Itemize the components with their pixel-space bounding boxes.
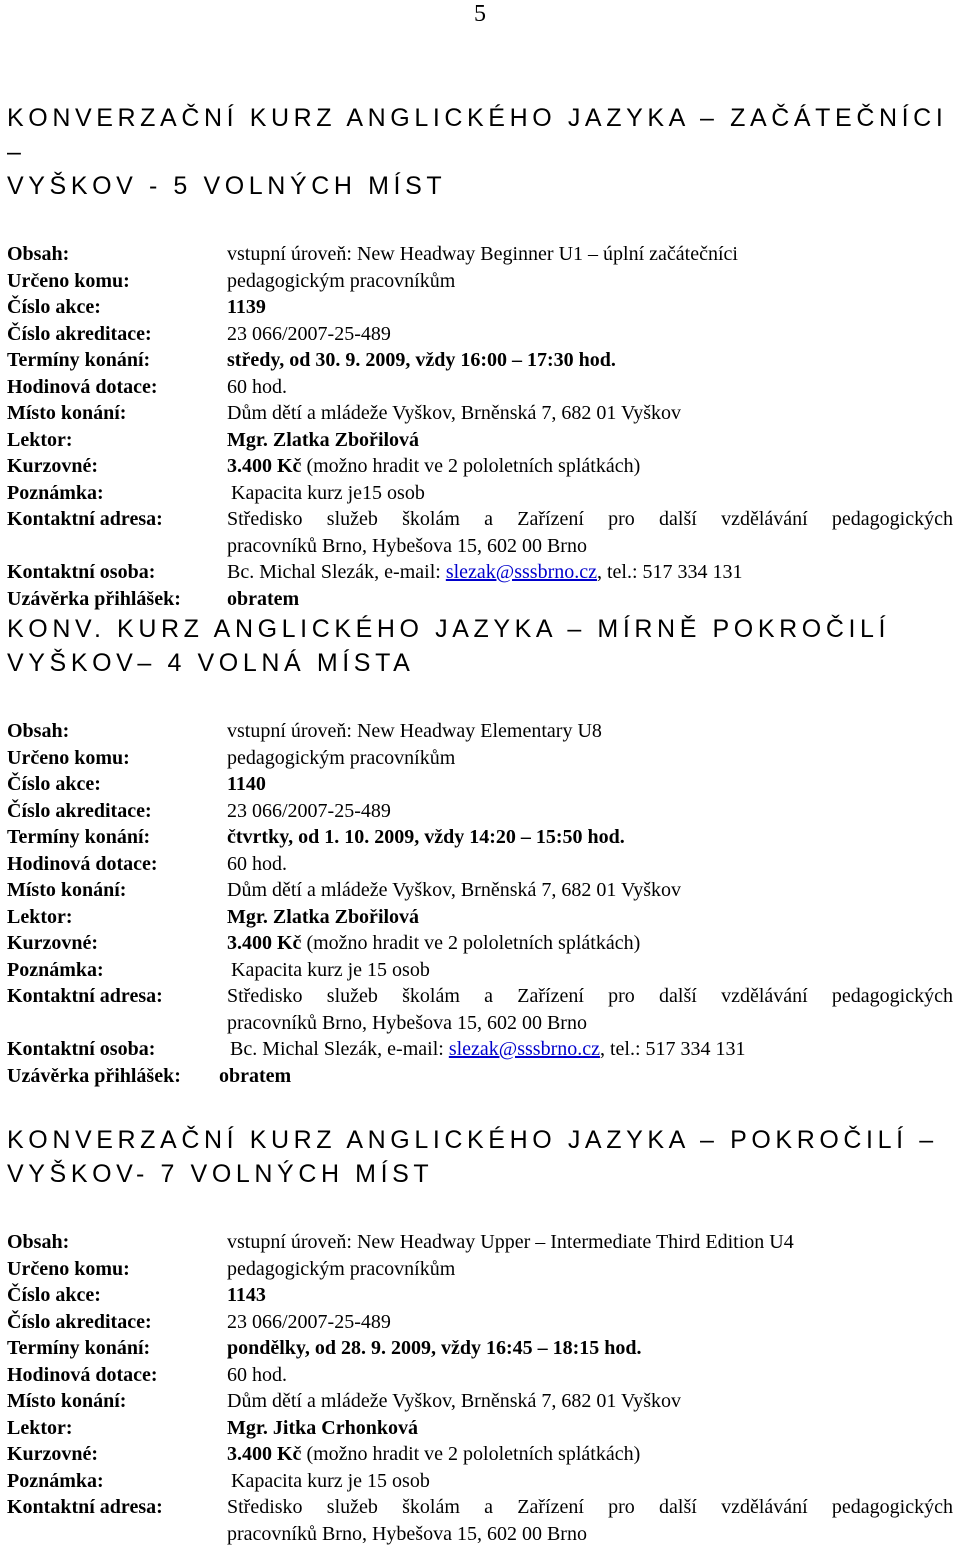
row-cislo-akce bbox=[0, 771, 960, 798]
email-link[interactable]: slezak@sssbrno.cz bbox=[446, 561, 597, 583]
adresa-line1: Středisko služeb školám a Zařízení pro další vzdělávání pedagogických bbox=[227, 983, 953, 1010]
misto-value: Dům dětí a mládeže Vyškov, Brněnská 7, 682 01 Vyškov bbox=[227, 1388, 681, 1415]
osoba-name: Bc. Michal Slezák, e-mail: bbox=[227, 561, 446, 583]
dotace-value: 60 hod. bbox=[227, 374, 287, 401]
adresa-value bbox=[227, 506, 953, 559]
row-lektor bbox=[0, 904, 960, 931]
row-misto bbox=[0, 400, 960, 427]
email-link[interactable]: slezak@sssbrno.cz bbox=[449, 1038, 600, 1060]
row-adresa bbox=[0, 983, 960, 1036]
row-osoba bbox=[0, 559, 960, 586]
urceno-label: Určeno komu: bbox=[7, 1256, 130, 1283]
lektor-label: Lektor: bbox=[7, 427, 73, 454]
row-kurzovne bbox=[0, 930, 960, 957]
kurzovne-value bbox=[227, 453, 640, 480]
poznamka-label: Poznámka: bbox=[7, 1468, 104, 1495]
row-cislo-akce bbox=[0, 294, 960, 321]
row-obsah bbox=[0, 718, 960, 745]
adresa-line1: Středisko služeb školám a Zařízení pro další vzdělávání pedagogických bbox=[227, 506, 953, 533]
row-misto bbox=[0, 1388, 960, 1415]
row-misto bbox=[0, 877, 960, 904]
course-section-elementary bbox=[0, 612, 960, 1089]
lektor-label: Lektor: bbox=[7, 1415, 73, 1442]
uzaverka-label: Uzávěrka přihlášek: bbox=[7, 1063, 181, 1090]
misto-label: Místo konání: bbox=[7, 877, 126, 904]
misto-label: Místo konání: bbox=[7, 1388, 126, 1415]
adresa-value bbox=[227, 983, 953, 1036]
osoba-label: Kontaktní osoba: bbox=[7, 1036, 155, 1063]
row-kurzovne bbox=[0, 1441, 960, 1468]
row-obsah bbox=[0, 241, 960, 268]
osoba-tel: , tel.: 517 334 131 bbox=[600, 1038, 746, 1060]
uzaverka-value: obratem bbox=[219, 1063, 291, 1090]
uzaverka-value: obratem bbox=[227, 586, 299, 613]
misto-label: Místo konání: bbox=[7, 400, 126, 427]
urceno-value: pedagogickým pracovníkům bbox=[227, 268, 455, 295]
dotace-value: 60 hod. bbox=[227, 851, 287, 878]
kurzovne-value bbox=[227, 930, 640, 957]
dotace-value: 60 hod. bbox=[227, 1362, 287, 1389]
row-dotace bbox=[0, 374, 960, 401]
poznamka-label: Poznámka: bbox=[7, 480, 104, 507]
row-urceno bbox=[0, 1256, 960, 1283]
cislo-akce-value: 1139 bbox=[227, 294, 266, 321]
course-heading-line2: VYŠKOV- 7 VOLNÝCH MÍST bbox=[7, 1157, 960, 1191]
urceno-value: pedagogickým pracovníkům bbox=[227, 1256, 455, 1283]
obsah-value: vstupní úroveň: New Headway Beginner U1 – úplní začátečníci bbox=[227, 241, 738, 268]
row-akreditace bbox=[0, 1309, 960, 1336]
misto-value: Dům dětí a mládeže Vyškov, Brněnská 7, 682 01 Vyškov bbox=[227, 400, 681, 427]
kurzovne-amount: 3.400 Kč bbox=[227, 1443, 301, 1465]
cislo-akce-value: 1140 bbox=[227, 771, 266, 798]
terminy-label: Termíny konání: bbox=[7, 347, 150, 374]
course-details bbox=[0, 718, 960, 1089]
row-dotace bbox=[0, 851, 960, 878]
row-poznamka bbox=[0, 480, 960, 507]
cislo-akce-label: Číslo akce: bbox=[7, 1282, 101, 1309]
terminy-value: středy, od 30. 9. 2009, vždy 16:00 – 17:30 hod. bbox=[227, 347, 616, 374]
adresa-label: Kontaktní adresa: bbox=[7, 506, 163, 533]
dotace-label: Hodinová dotace: bbox=[7, 1362, 158, 1389]
row-cislo-akce bbox=[0, 1282, 960, 1309]
osoba-tel: , tel.: 517 334 131 bbox=[597, 561, 743, 583]
cislo-akce-label: Číslo akce: bbox=[7, 771, 101, 798]
terminy-value: pondělky, od 28. 9. 2009, vždy 16:45 – 18:15 hod. bbox=[227, 1335, 642, 1362]
kurzovne-label: Kurzovné: bbox=[7, 453, 98, 480]
course-heading bbox=[0, 612, 960, 680]
kurzovne-note: (možno hradit ve 2 pololetních splátkách) bbox=[301, 1443, 640, 1465]
adresa-line2: pracovníků Brno, Hybešova 15, 602 00 Brno bbox=[227, 533, 953, 560]
adresa-label: Kontaktní adresa: bbox=[7, 983, 163, 1010]
row-osoba bbox=[0, 1036, 960, 1063]
course-heading bbox=[0, 1123, 960, 1191]
kurzovne-note: (možno hradit ve 2 pololetních splátkách) bbox=[301, 932, 640, 954]
row-poznamka bbox=[0, 1468, 960, 1495]
row-urceno bbox=[0, 745, 960, 772]
osoba-name: Bc. Michal Slezák, e-mail: bbox=[230, 1038, 449, 1060]
urceno-value: pedagogickým pracovníkům bbox=[227, 745, 455, 772]
adresa-line2: pracovníků Brno, Hybešova 15, 602 00 Brno bbox=[227, 1521, 953, 1547]
row-uzaverka bbox=[0, 586, 960, 613]
kurzovne-note: (možno hradit ve 2 pololetních splátkách) bbox=[301, 455, 640, 477]
obsah-value: vstupní úroveň: New Headway Upper – Intermediate Third Edition U4 bbox=[227, 1229, 794, 1256]
poznamka-value: Kapacita kurz je15 osob bbox=[231, 480, 425, 507]
akreditace-value: 23 066/2007-25-489 bbox=[227, 1309, 391, 1336]
course-details bbox=[0, 241, 960, 612]
terminy-label: Termíny konání: bbox=[7, 824, 150, 851]
poznamka-label: Poznámka: bbox=[7, 957, 104, 984]
row-terminy bbox=[0, 1335, 960, 1362]
adresa-line1: Středisko služeb školám a Zařízení pro další vzdělávání pedagogických bbox=[227, 1494, 953, 1521]
cislo-akce-value: 1143 bbox=[227, 1282, 266, 1309]
course-heading-line1: KONV. KURZ ANGLICKÉHO JAZYKA – MÍRNĚ POKROČILÍ bbox=[7, 612, 960, 646]
akreditace-label bbox=[7, 321, 152, 348]
row-dotace bbox=[0, 1362, 960, 1389]
course-section-advanced bbox=[0, 1123, 960, 1547]
akreditace-label-text: Číslo akreditace: bbox=[7, 323, 152, 345]
obsah-label: Obsah: bbox=[7, 718, 69, 745]
row-terminy bbox=[0, 824, 960, 851]
kurzovne-label: Kurzovné: bbox=[7, 930, 98, 957]
obsah-label: Obsah: bbox=[7, 241, 69, 268]
row-akreditace bbox=[0, 798, 960, 825]
akreditace-value: 23 066/2007-25-489 bbox=[227, 321, 391, 348]
kurzovne-label: Kurzovné: bbox=[7, 1441, 98, 1468]
row-urceno bbox=[0, 268, 960, 295]
akreditace-value: 23 066/2007-25-489 bbox=[227, 798, 391, 825]
urceno-label: Určeno komu: bbox=[7, 745, 130, 772]
dotace-label: Hodinová dotace: bbox=[7, 851, 158, 878]
row-terminy bbox=[0, 347, 960, 374]
row-kurzovne bbox=[0, 453, 960, 480]
urceno-label: Určeno komu: bbox=[7, 268, 130, 295]
row-lektor bbox=[0, 1415, 960, 1442]
dotace-label: Hodinová dotace: bbox=[7, 374, 158, 401]
lektor-value: Mgr. Jitka Crhonková bbox=[227, 1415, 418, 1442]
row-lektor bbox=[0, 427, 960, 454]
cislo-akce-label: Číslo akce: bbox=[7, 294, 101, 321]
kurzovne-amount: 3.400 Kč bbox=[227, 455, 301, 477]
poznamka-value: Kapacita kurz je 15 osob bbox=[231, 1468, 430, 1495]
page-number: 5 bbox=[0, 0, 960, 28]
kurzovne-amount: 3.400 Kč bbox=[227, 932, 301, 954]
poznamka-value: Kapacita kurz je 15 osob bbox=[231, 957, 430, 984]
course-heading-line1: KONVERZAČNÍ KURZ ANGLICKÉHO JAZYKA – ZAČÁTEČNÍCI – bbox=[7, 101, 960, 169]
lektor-value: Mgr. Zlatka Zbořilová bbox=[227, 427, 419, 454]
adresa-label: Kontaktní adresa: bbox=[7, 1494, 163, 1521]
osoba-value bbox=[227, 559, 743, 586]
row-adresa bbox=[0, 506, 960, 559]
course-heading bbox=[0, 101, 960, 203]
kurzovne-value bbox=[227, 1441, 640, 1468]
misto-value: Dům dětí a mládeže Vyškov, Brněnská 7, 682 01 Vyškov bbox=[227, 877, 681, 904]
obsah-label: Obsah: bbox=[7, 1229, 69, 1256]
course-heading-line1: KONVERZAČNÍ KURZ ANGLICKÉHO JAZYKA – POKROČILÍ – bbox=[7, 1123, 960, 1157]
lektor-value: Mgr. Zlatka Zbořilová bbox=[227, 904, 419, 931]
row-akreditace bbox=[0, 321, 960, 348]
course-heading-line2: VYŠKOV– 4 VOLNÁ MÍSTA bbox=[7, 646, 960, 680]
terminy-label: Termíny konání: bbox=[7, 1335, 150, 1362]
course-details bbox=[0, 1229, 960, 1547]
course-heading-line2: VYŠKOV - 5 VOLNÝCH MÍST bbox=[7, 169, 960, 203]
obsah-value: vstupní úroveň: New Headway Elementary U8 bbox=[227, 718, 602, 745]
lektor-label: Lektor: bbox=[7, 904, 73, 931]
course-section-beginners bbox=[0, 101, 960, 612]
row-adresa bbox=[0, 1494, 960, 1547]
row-obsah bbox=[0, 1229, 960, 1256]
akreditace-label: Číslo akreditace: bbox=[7, 798, 152, 825]
osoba-label: Kontaktní osoba: bbox=[7, 559, 155, 586]
osoba-value bbox=[230, 1036, 746, 1063]
row-poznamka bbox=[0, 957, 960, 984]
uzaverka-label: Uzávěrka přihlášek: bbox=[7, 586, 181, 613]
adresa-value bbox=[227, 1494, 953, 1547]
terminy-value: čtvrtky, od 1. 10. 2009, vždy 14:20 – 15:50 hod. bbox=[227, 824, 625, 851]
akreditace-label: Číslo akreditace: bbox=[7, 1309, 152, 1336]
adresa-line2: pracovníků Brno, Hybešova 15, 602 00 Brno bbox=[227, 1010, 953, 1037]
row-uzaverka bbox=[0, 1063, 960, 1090]
